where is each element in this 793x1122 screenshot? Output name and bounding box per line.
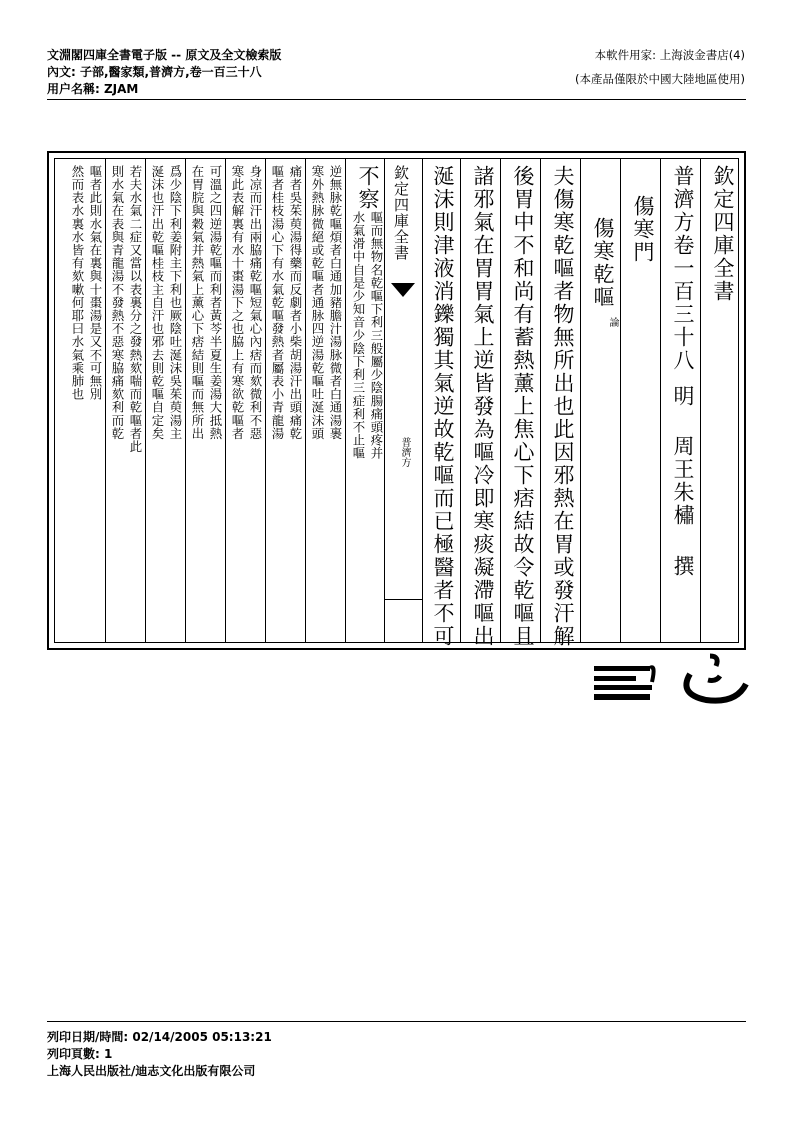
column-divider	[265, 159, 266, 642]
footer-divider	[47, 1021, 746, 1022]
commentary-line: 嘔者桂枝湯心下有水氣乾嘔發熱者屬表小青龍湯	[270, 165, 285, 441]
subsection-title: 傷寒乾嘔	[591, 217, 615, 309]
content-label: 內文: 子部,醫家類,普濟方,卷一百三十八	[47, 65, 262, 79]
column-divider	[460, 159, 461, 642]
volume-line: 普濟方卷一百三十八	[671, 165, 695, 372]
main-line: 諸邪氣在胃胃氣上逆皆發為嘔冷即寒痰凝滯嘔出	[471, 165, 495, 648]
column-divider	[500, 159, 501, 642]
publisher-logo-icon	[590, 652, 750, 708]
commentary-line: 然而表水裏水皆有欬嗽何耶曰水氣乘肺也	[70, 165, 85, 401]
center-rule	[384, 599, 422, 600]
commentary-line: 身凉而汗出兩脇痛乾嘔短氣心內痞而欬微利不惡	[248, 165, 263, 441]
column-divider	[422, 159, 423, 642]
page-inner-frame	[54, 158, 739, 648]
header-right	[575, 47, 745, 88]
commentary-line: 寒此表解裏有水十棗湯下之也脇上有寒欲乾嘔者	[230, 165, 245, 441]
column-divider	[540, 159, 541, 642]
print-date: 列印日期/時間: 02/14/2005 05:13:21	[47, 1030, 272, 1044]
section-title: 傷寒門	[631, 195, 655, 264]
commentary-line: 痛者吳茱萸湯得藥而反劇者小柴胡湯汗出頭痛乾	[288, 165, 303, 441]
column-divider	[305, 159, 306, 642]
column-divider	[700, 159, 701, 642]
fishtail-mark	[391, 283, 415, 297]
commentary-line: 寒外熱脉微絕或乾嘔者通脉四逆湯乾嘔吐涎沫頭	[310, 165, 325, 441]
page-count: 列印頁數: 1	[47, 1047, 113, 1061]
user-label: 用户名稱: ZJAM	[47, 82, 139, 96]
commentary-line: 可溫之四逆湯乾嘔而利者黃芩半夏生姜湯大抵熱	[208, 165, 223, 441]
licensee: 本軟件用家: 上海波金書店(4)	[594, 48, 745, 62]
commentary-line: 則水氣在表與青龍湯不發熱不惡寒脇痛欬利而乾	[110, 165, 125, 441]
center-book-title: 欽定四庫全書	[392, 165, 410, 261]
commentary-line: 嘔而無物名乾嘔下利三般屬少陰腸痛頭疼并	[369, 211, 384, 460]
commentary-line: 涎沫也汗出乾嘔桂枝主自汗也邪去則乾嘔自定矣	[150, 165, 165, 441]
column-divider	[580, 159, 581, 642]
commentary-line: 若夫水氣二症又當以表裏分之發熱欬喘而乾嘔者此	[128, 165, 143, 454]
page-frame	[47, 151, 746, 650]
main-line: 涎沫則津液消鑠獨其氣逆故乾嘔而已極醫者不可	[431, 165, 455, 648]
column-divider	[345, 159, 346, 642]
commentary-line: 嘔者此則水氣在裏與十棗湯是又不可無別	[88, 165, 103, 401]
header-divider	[47, 99, 746, 100]
column-divider	[225, 159, 226, 642]
column-divider	[145, 159, 146, 642]
header-left	[47, 47, 281, 98]
lun-label: 論	[607, 317, 618, 327]
restriction-note: (本產品僅限於中國大陸地區使用)	[575, 72, 745, 86]
book-title: 欽定四庫全書	[711, 165, 735, 303]
column-divider	[105, 159, 106, 642]
publisher: 上海人民出版社/迪志文化出版有限公司	[47, 1064, 256, 1078]
footer	[47, 1029, 272, 1080]
commentary-line: 水氣滑中自是少知音少陰下利三症利不止嘔	[351, 211, 366, 460]
commentary-heading: 不察	[356, 165, 380, 211]
commentary-line: 在胃脘與穀氣并熱氣上薰心下痞結則嘔而無所出	[190, 165, 205, 441]
commentary-line: 逆無脉乾嘔煩者白通加豬膽汁湯脉微者白通湯裹	[328, 165, 343, 441]
commentary-line: 爲少陰下利姜附主下利也厥陰吐涎沫吳茱萸湯主	[168, 165, 183, 441]
column-divider	[185, 159, 186, 642]
main-line: 夫傷寒乾嘔者物無所出也此因邪熱在胃或發汗解	[551, 165, 575, 648]
author: 周王朱橚	[671, 435, 695, 527]
edition-title: 文淵閣四庫全書電子版 -- 原文及全文檢索版	[47, 48, 282, 62]
dynasty: 明	[671, 385, 695, 408]
column-divider	[620, 159, 621, 642]
main-line: 後胃中不和尚有蓄熱薰上焦心下痞結故令乾嘔且	[511, 165, 535, 648]
center-label: 普濟方	[399, 437, 410, 467]
author-action: 撰	[671, 555, 695, 578]
column-divider	[660, 159, 661, 642]
